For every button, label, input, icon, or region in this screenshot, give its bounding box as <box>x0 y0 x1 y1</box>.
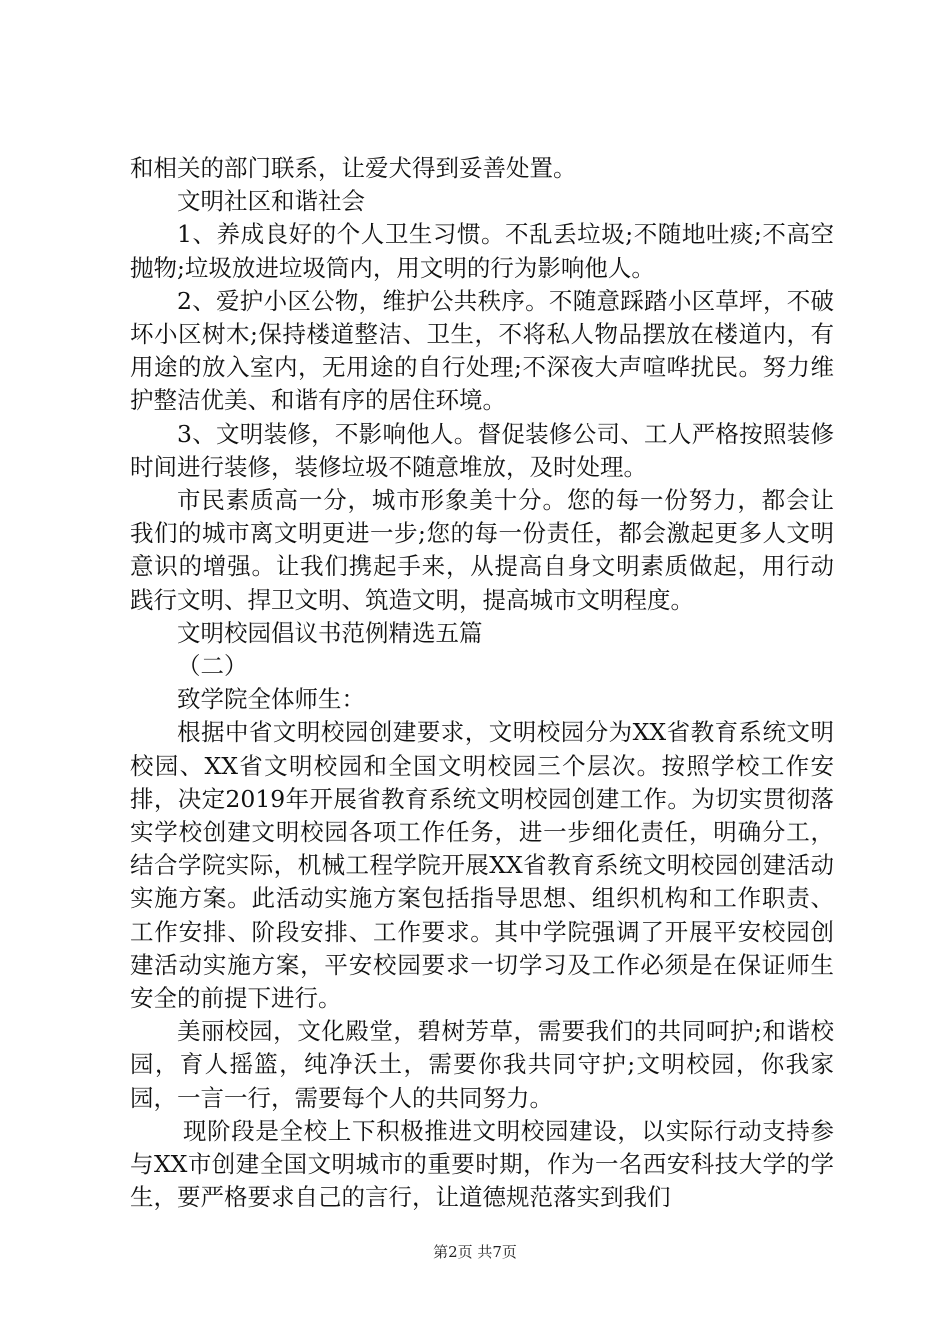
paragraph-item-1: 1、养成良好的个人卫生习惯。不乱丢垃圾;不随地吐痰;不高空抛物;垃圾放进垃圾筒内，用文明的行为影响他人。 <box>130 220 834 282</box>
paragraph-citizen-quality: 市民素质高一分，城市形象美十分。您的每一份努力，都会让我们的城市离文明更进一步;您的每一份责任，都会激起更多人文明意识的增强。让我们携起手来，从提高自身文明素质做起，用行动践行文明、捍卫文明、筑造文明，提高城市文明程度。 <box>130 486 834 614</box>
page-number: 第2页 共7页 <box>433 1243 517 1261</box>
section-number: （二） <box>177 652 248 681</box>
section-heading-campus: 文明校园倡议书范例精选五篇 <box>177 618 483 647</box>
paragraph-current-stage: 现阶段是全校上下积极推进文明校园建设，以实际行动支持参与XX市创建全国文明城市的重要时期，作为一名西安科技大学的学生，要严格要求自己的言行，让道德规范落实到我们 <box>130 1116 834 1212</box>
salutation: 致学院全体师生： <box>177 685 365 714</box>
document-body <box>130 152 834 1215</box>
paragraph-campus-plan: 根据中省文明校园创建要求，文明校园分为XX省教育系统文明校园、XX省文明校园和全国文明校园三个层次。按照学校工作安排，决定2019年开展省教育系统文明校园创建工作。为切实贯彻落实学校创建文明校园各项工作任务，进一步细化责任，明确分工，结合学院实际，机械工程学院开展XX省教育系统文明校园创建活动实施方案。此活动实施方案包括指导思想、组织机构和工作职责、工作安排、阶段安排、工作要求。其中学院强调了开展平安校园创建活动实施方案，平安校园要求一切学习及工作必须是在保证师生安全的前提下进行。 <box>130 718 834 1013</box>
section-heading-community: 文明社区和谐社会 <box>177 187 365 216</box>
paragraph-campus-beauty: 美丽校园，文化殿堂，碧树芳草，需要我们的共同呵护;和谐校园，育人摇篮，纯净沃土，需要你我共同守护;文明校园，你我家园，一言一行，需要每个人的共同努力。 <box>130 1017 834 1112</box>
paragraph-continuation: 和相关的部门联系，让爱犬得到妥善处置。 <box>130 154 577 182</box>
paragraph-item-2: 2、爱护小区公物，维护公共秩序。不随意踩踏小区草坪，不破坏小区树木;保持楼道整洁、卫生，不将私人物品摆放在楼道内，有用途的放入室内，无用途的自行处理;不深夜大声喧哗扰民。努力维护整洁优美、和谐有序的居住环境。 <box>130 286 834 415</box>
paragraph-item-3: 3、文明装修，不影响他人。督促装修公司、工人严格按照装修时间进行装修，装修垃圾不随意堆放，及时处理。 <box>130 419 834 481</box>
